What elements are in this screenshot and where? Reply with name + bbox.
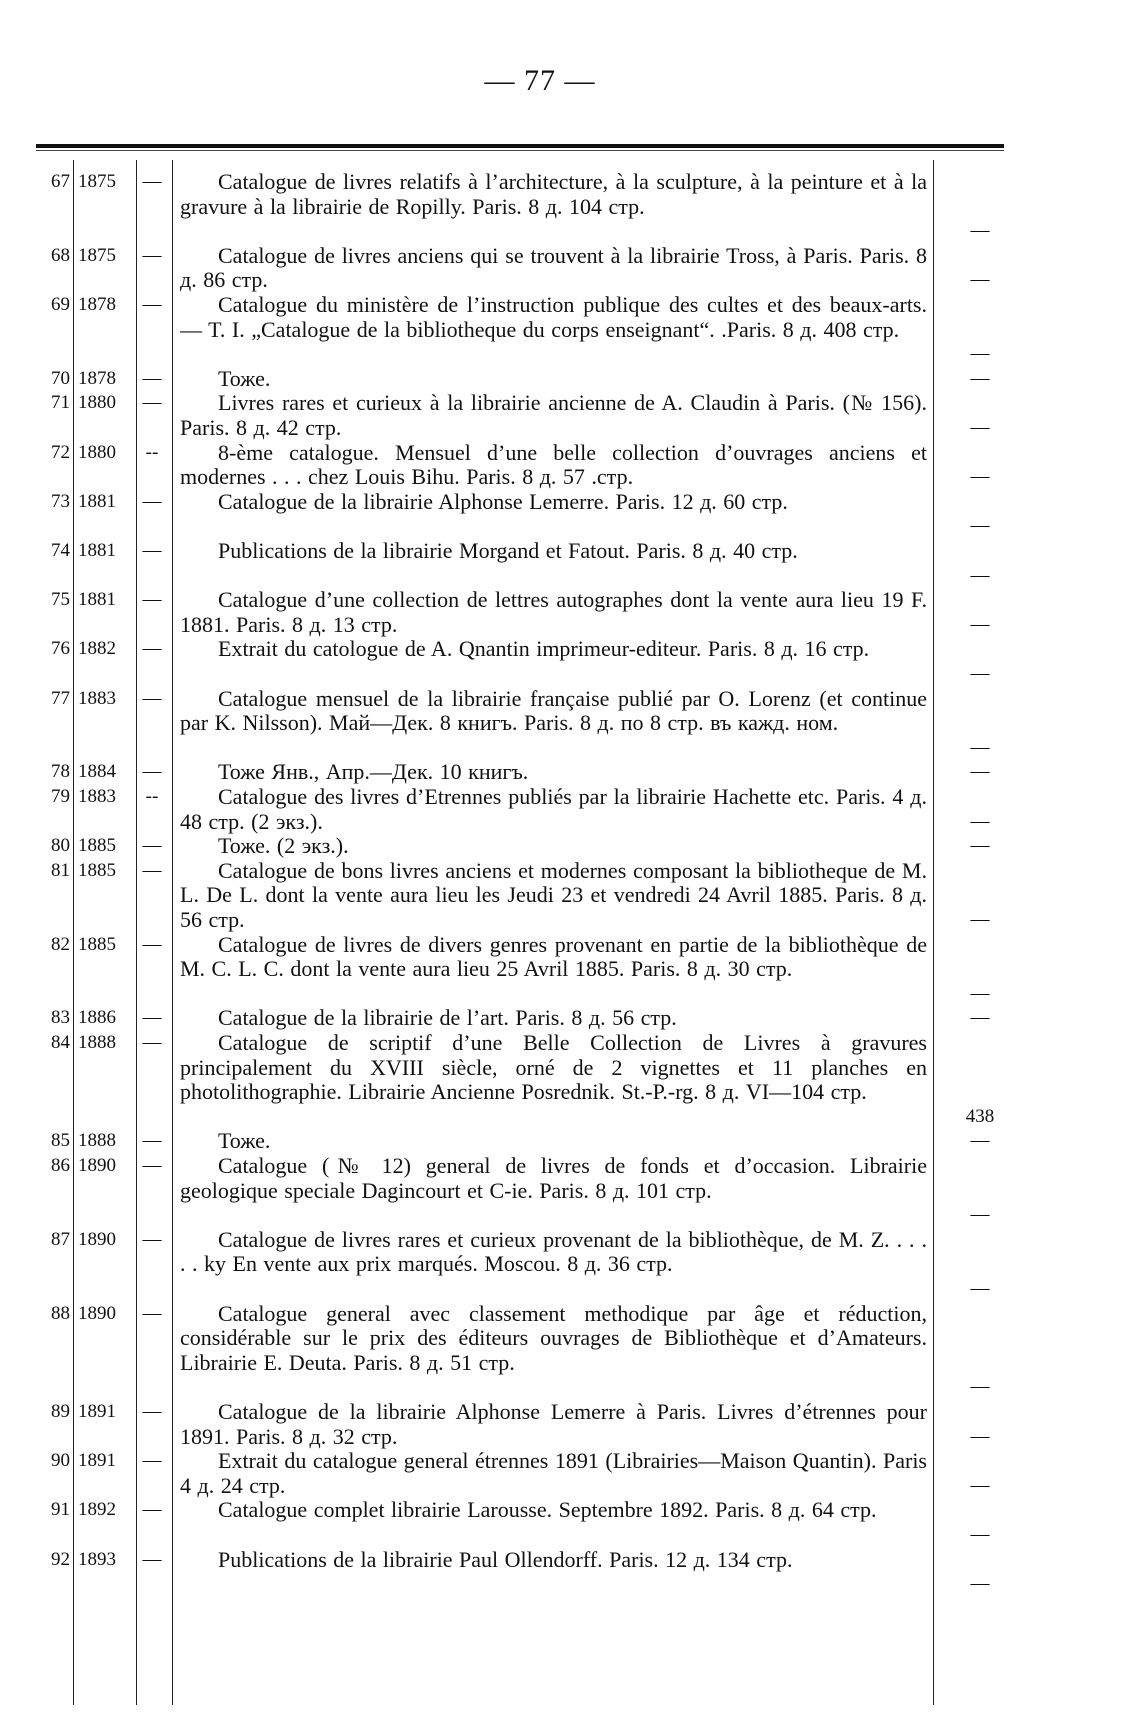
entry-year: 1888	[78, 1130, 116, 1152]
entry-description: Catalogue de livres rares et curieux provenant de la bibliothèque, de M. Z. . . . . . ky En vente aux prix marqués. Moscou. 8 д. 36 стр.	[180, 1226, 927, 1277]
entry-right-mark: —	[970, 1130, 990, 1152]
entry-right-mark: —	[970, 1007, 990, 1029]
entry-year: 1885	[78, 835, 116, 857]
entry-year: 1878	[78, 367, 116, 389]
page-number: — 77 —	[484, 64, 596, 97]
entry-number: 81	[51, 859, 70, 881]
entry-dash: —	[142, 1155, 162, 1176]
entry-number: 85	[51, 1130, 70, 1152]
entry-dash: —	[142, 589, 162, 611]
entry-number: 84	[51, 1032, 70, 1053]
entry-number: 83	[51, 1007, 70, 1029]
entry-number: 79	[51, 786, 70, 807]
entry-description: Catalogue de livres relatifs à l’architecture, à la sculpture, à la peinture et à la gravure à la librairie de Ropilly. Paris. 8 д. 104 стр.	[180, 169, 927, 219]
entry-right-mark: 438	[965, 1105, 995, 1127]
entry-description: Catalogue de la librairie Alphonse Lemerre. Paris. 12 д. 60 стр.	[218, 488, 788, 514]
entry-description: Extrait du catalogue general étrennes 1891 (Librairies—Maison Quantin). Paris 4 д. 24 стр.	[180, 1448, 927, 1498]
entry-dash: —	[142, 638, 162, 660]
entry-description: Catalogue de la librairie de l’art. Paris. 8 д. 56 стр.	[218, 1005, 677, 1031]
entry-number: 71	[51, 392, 70, 414]
entry-year: 1892	[78, 1499, 116, 1521]
entry-number: 74	[51, 540, 70, 561]
entry-right-mark: —	[970, 810, 990, 832]
entry-number: 80	[51, 835, 70, 857]
entry-right-mark: —	[970, 761, 990, 783]
entry-number: 67	[51, 171, 70, 192]
entry-right-mark: —	[970, 1277, 990, 1299]
entry-year: 1890	[78, 1302, 116, 1324]
entry-dash: —	[142, 490, 162, 512]
entry-description: Catalogue du ministère de l’instruction publique des cultes et des beaux-arts. — T. I. „Catalogue de la bibliotheque du corps enseignant“. .Paris. 8 д. 408 стр.	[180, 292, 927, 342]
entry-description: Catalogue general avec classement methodique par âge et réduction, considérable sur le prix des éditeurs ouvrages de Bibliothèque et d’Amateurs. Librairie E. Deuta. Paris. 8 д. 51 стр.	[180, 1300, 927, 1375]
entry-right-mark: —	[970, 466, 990, 488]
entry-year: 1878	[78, 294, 116, 315]
entry-year: 1885	[78, 859, 116, 881]
entry-number: 73	[51, 490, 70, 512]
entry-number: 89	[51, 1401, 70, 1422]
entry-year: 1891	[78, 1450, 116, 1472]
entry-number: 76	[51, 638, 70, 660]
entry-dash: —	[142, 859, 162, 881]
entry-year: 1891	[78, 1401, 116, 1422]
entry-right-mark: —	[970, 1573, 990, 1595]
entry-description: Livres rares et curieux à la librairie ancienne de A. Claudin à Paris. (№ 156). Paris. 8 д. 42 стр.	[180, 390, 927, 440]
entry-year: 1886	[78, 1007, 116, 1029]
entry-dash: —	[142, 367, 162, 389]
entry-dash: —	[142, 171, 162, 192]
entry-year: 1881	[78, 589, 116, 611]
entry-right-mark: —	[970, 1204, 990, 1226]
entry-dash: —	[142, 244, 162, 266]
entry-description: Catalogue (№ 12) general de livres de fonds et d’occasion. Librairie geologique speciale Dagincourt et C-ie. Paris. 8 д. 101 стр.	[180, 1153, 927, 1203]
entry-dash: —	[142, 933, 162, 955]
entry-year: 1881	[78, 490, 116, 512]
entry-description: Тоже.	[218, 1128, 271, 1154]
entry-description: Catalogue de la librairie Alphonse Lemerre à Paris. Livres d’étrennes pour 1891. Paris. 8 д. 32 стр.	[180, 1399, 927, 1449]
entry-number: 92	[51, 1548, 70, 1570]
entry-description: Catalogue d’une collection de lettres autographes dont la vente aura lieu 19 F. 1881. Paris. 8 д. 13 стр.	[180, 587, 927, 637]
entry-description: Catalogue mensuel de la librairie française publié par O. Lorenz (et continue par K. Nilsson). Май—Дек. 8 книгъ. Paris. 8 д. по 8 стр. въ кажд. ном.	[180, 685, 927, 736]
entry-year: 1875	[78, 244, 116, 266]
entry-description: Catalogue de scriptif d’une Belle Collection de Livres à gravures principalement du XVIII siècle, orné de 2 vignettes et 11 planches en photolithographie. Librairie Ancienne Posrednik. St.-P.-rg. 8 д. VI—104 стр.	[180, 1030, 927, 1105]
entry-dash: —	[142, 761, 162, 783]
entry-number: 88	[51, 1302, 70, 1324]
entry-right-mark: —	[970, 564, 990, 586]
entry-description: Catalogue des livres d’Etrennes publiés par la librairie Hachette etc. Paris. 4 д. 48 стр. (2 экз.).	[180, 784, 927, 834]
entry-year: 1881	[78, 540, 116, 561]
entry-right-mark: —	[970, 982, 990, 1004]
entry-number: 77	[51, 687, 70, 709]
entry-number: 78	[51, 761, 70, 783]
entry-dash: —	[142, 1499, 162, 1521]
entry-description: Publications de la librairie Paul Ollendorff. Paris. 12 д. 134 стр.	[218, 1546, 793, 1572]
entry-number: 70	[51, 367, 70, 389]
column-divider-dash-text	[172, 160, 173, 1705]
header-rule	[36, 144, 1004, 148]
entry-right-mark: —	[970, 1523, 990, 1545]
entry-number: 68	[51, 244, 70, 266]
entry-year: 1880	[78, 392, 116, 414]
entry-year: 1883	[78, 786, 116, 807]
entry-number: 72	[51, 441, 70, 463]
entry-dash: —	[142, 1228, 162, 1250]
entry-dash: —	[142, 835, 162, 857]
entry-dash: --	[145, 786, 159, 807]
entry-right-mark: —	[970, 613, 990, 635]
entry-dash: —	[142, 540, 162, 561]
entry-number: 90	[51, 1450, 70, 1472]
entry-number: 69	[51, 294, 70, 315]
entry-number: 91	[51, 1499, 70, 1521]
entry-right-mark: —	[970, 835, 990, 857]
entry-dash: —	[142, 1130, 162, 1152]
entry-year: 1882	[78, 638, 116, 660]
entry-year: 1880	[78, 441, 116, 463]
entry-right-mark: —	[970, 1474, 990, 1496]
column-divider-text-right	[933, 160, 934, 1705]
entry-year: 1875	[78, 171, 116, 192]
entry-dash: —	[142, 1401, 162, 1422]
entry-year: 1893	[78, 1548, 116, 1570]
entry-number: 87	[51, 1228, 70, 1250]
entry-description: Тоже Янв., Апр.—Дек. 10 книгъ.	[218, 759, 529, 785]
header-rule-thin	[36, 150, 1004, 151]
entry-description: Publications de la librairie Morgand et Fatout. Paris. 8 д. 40 стр.	[218, 538, 798, 563]
entry-right-mark: —	[970, 908, 990, 930]
entry-description: Catalogue de livres de divers genres provenant en partie de la bibliothèque de M. C. L. C. dont la vente aura lieu 25 Avril 1885. Paris. 8 д. 30 стр.	[180, 931, 927, 982]
entry-year: 1884	[78, 761, 116, 783]
entry-number: 82	[51, 933, 70, 955]
entry-right-mark: —	[970, 1376, 990, 1398]
entry-description: 8-ème catalogue. Mensuel d’une belle collection d’ouvrages anciens et modernes . . . chez Louis Bihu. Paris. 8 д. 57 .стр.	[180, 439, 927, 490]
column-divider-year-dash	[136, 160, 137, 1705]
entry-right-mark: —	[970, 343, 990, 365]
entry-year: 1888	[78, 1032, 116, 1053]
entry-dash: —	[142, 1450, 162, 1472]
entry-dash: —	[142, 1032, 162, 1053]
entry-description: Extrait du catologue de A. Qnantin imprimeur-editeur. Paris. 8 д. 16 стр.	[218, 636, 870, 662]
entry-year: 1890	[78, 1155, 116, 1176]
entry-right-mark: —	[970, 662, 990, 684]
entry-right-mark: —	[970, 736, 990, 758]
entry-year: 1885	[78, 933, 116, 955]
entry-year: 1890	[78, 1228, 116, 1250]
entry-dash: —	[142, 392, 162, 414]
entry-description: Catalogue complet librairie Larousse. Septembre 1892. Paris. 8 д. 64 стр.	[218, 1497, 877, 1523]
entry-description: Тоже. (2 экз.).	[218, 833, 349, 859]
entry-number: 86	[51, 1155, 70, 1176]
entry-dash: —	[142, 687, 162, 709]
entry-dash: --	[145, 441, 159, 463]
entry-right-mark: —	[970, 220, 990, 242]
entry-right-mark: —	[970, 515, 990, 537]
entry-right-mark: —	[970, 367, 990, 389]
entry-right-mark: —	[970, 416, 990, 438]
entry-right-mark: —	[970, 1425, 990, 1447]
entry-dash: —	[142, 294, 162, 315]
entry-dash: —	[142, 1302, 162, 1324]
entry-description: Тоже.	[218, 365, 271, 391]
entry-year: 1883	[78, 687, 116, 709]
entry-dash: —	[142, 1548, 162, 1570]
entry-right-mark: —	[970, 269, 990, 291]
entry-description: Catalogue de bons livres anciens et modernes composant la bibliotheque de M. L. De L. dont la vente aura lieu les Jeudi 23 et vendredi 24 Avril 1885. Paris. 8 д. 56 стр.	[180, 857, 927, 932]
entry-dash: —	[142, 1007, 162, 1029]
entry-number: 75	[51, 589, 70, 611]
column-divider-num-year	[73, 160, 74, 1705]
entry-description: Catalogue de livres anciens qui se trouvent à la librairie Tross, à Paris. Paris. 8 д. 86 стр.	[180, 242, 927, 293]
